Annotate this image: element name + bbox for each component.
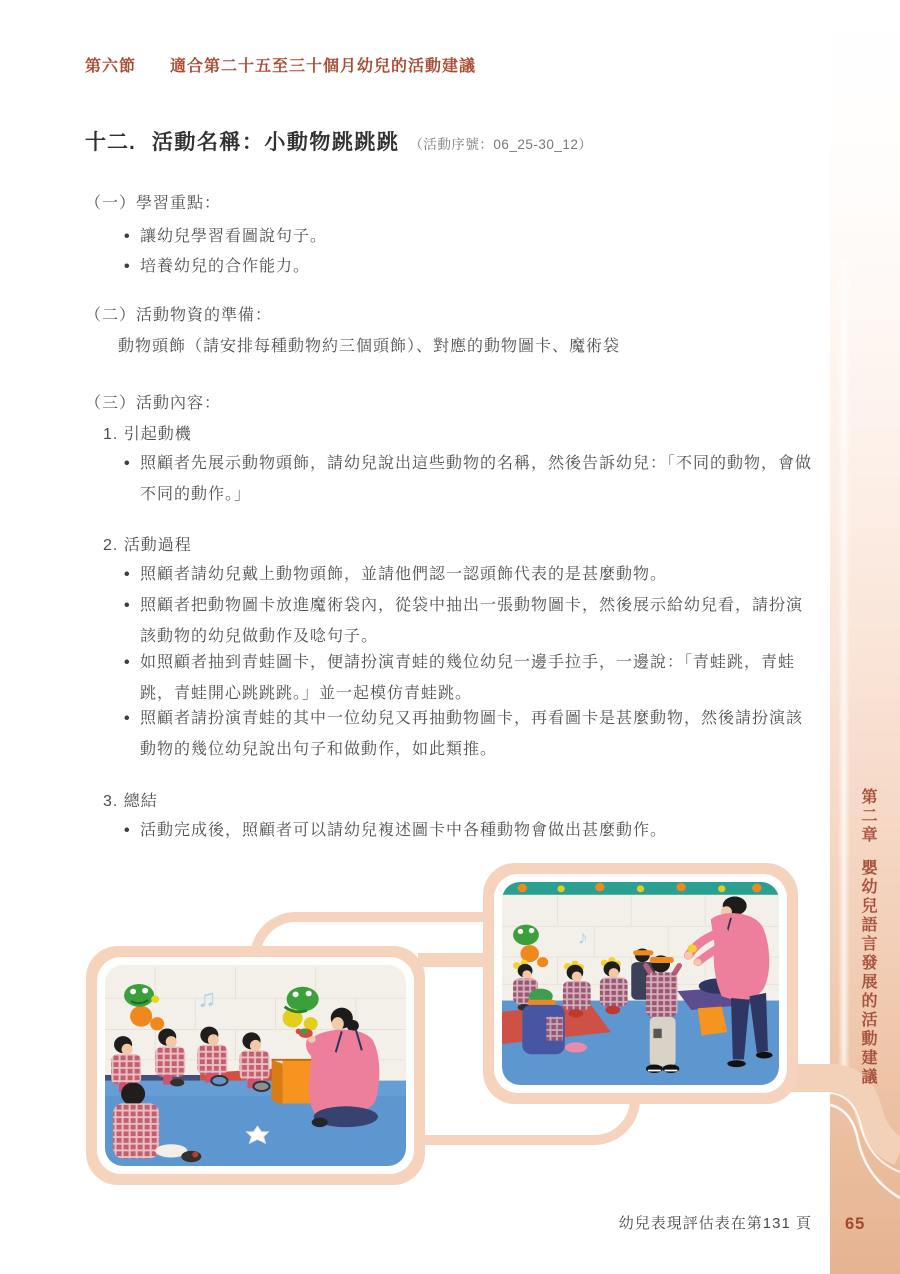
section-content-heading: （三）活動內容： (85, 395, 222, 412)
activity-number: 十二. (85, 131, 136, 154)
subsection-title: 總結 (123, 793, 158, 810)
bullet-text: 培養幼兒的合作能力。 (140, 258, 311, 275)
subsection-heading (103, 421, 192, 444)
bullet-text: 照顧者請扮演青蛙的其中一位幼兒又再抽動物圖卡，再看圖卡是甚麼動物，然後請扮演該動物的幾位幼兒說出句子和做動作，如此類推。 (140, 710, 804, 758)
section-learning-heading: （一）學習重點： (85, 195, 222, 212)
subsection-title: 引起動機 (123, 426, 192, 443)
bullet-text: 活動完成後，照顧者可以請幼兒複述圖卡中各種動物會做出甚麼動作。 (140, 822, 668, 839)
list-item (124, 815, 818, 846)
list-item (124, 448, 818, 510)
bullet-icon: • (124, 710, 131, 727)
subsection-number: 1. (103, 426, 119, 443)
subsection-number: 3. (103, 793, 119, 810)
list-item (124, 647, 818, 709)
list-item (124, 559, 818, 590)
subsection-number: 2. (103, 537, 119, 554)
list-item (124, 590, 818, 652)
bullet-icon: • (124, 566, 131, 583)
bullet-text: 照顧者先展示動物頭飾，請幼兒說出這些動物的名稱，然後告訴幼兒：「不同的動物，會做不同的動作。」 (140, 455, 813, 503)
page-header (85, 53, 476, 76)
materials-text: 動物頭飾（請安排每種動物約三個頭飾）、對應的動物圖卡、魔術袋 (118, 338, 621, 355)
list-item (124, 251, 818, 282)
activity-name: 活動名稱：小動物跳跳跳 (151, 131, 400, 154)
activity-title (85, 126, 592, 156)
chapter-label (856, 788, 879, 1087)
wall-banner (502, 882, 779, 895)
section-number: 第六節 (85, 58, 137, 75)
photo-frame (97, 957, 414, 1174)
bullet-icon: • (124, 822, 131, 839)
chapter-title: 嬰幼兒語言發展的活動建議 (859, 859, 876, 1087)
bullet-text: 照顧者把動物圖卡放進魔術袋內，從袋中抽出一張動物圖卡，然後展示給幼兒看，請扮演該動物的幼兒做動作及唸句子。 (140, 597, 804, 645)
footer-note: 幼兒表現評估表在第131 頁 (618, 1215, 812, 1232)
list-item (124, 221, 818, 252)
subsection-heading (103, 788, 158, 811)
music-note-icon: ♪ (577, 927, 588, 949)
subsection-heading (103, 532, 192, 555)
section-title: 適合第二十五至三十個月幼兒的活動建議 (170, 58, 477, 75)
bullet-text: 照顧者請幼兒戴上動物頭飾，並請他們認一認頭飾代表的是甚麼動物。 (140, 566, 668, 583)
bullet-icon: • (124, 455, 131, 472)
left-photo (105, 965, 406, 1166)
bullet-text: 讓幼兒學習看圖說句子。 (140, 228, 328, 245)
chapter-sidebar (830, 0, 900, 1274)
bullet-icon: • (124, 597, 131, 614)
activity-serial: （活動序號：06_25-30_12） (409, 137, 593, 152)
bullet-text: 如照顧者抽到青蛙圖卡，便請扮演青蛙的幾位幼兒一邊手拉手，一邊說：「青蛙跳，青蛙跳，青蛙開心跳跳跳。」並一起模仿青蛙跳。 (140, 654, 796, 702)
chapter-number: 第二章 (859, 788, 876, 845)
section-materials-heading: （二）活動物資的準備： (85, 307, 273, 324)
photo-card-left (86, 946, 425, 1185)
music-note-icon: ♫ (197, 985, 217, 1013)
subsection-title: 活動過程 (123, 537, 192, 554)
orange-box (272, 1060, 313, 1106)
bullet-icon: • (124, 258, 131, 275)
photo-card-right (483, 863, 798, 1104)
right-photo (502, 882, 779, 1085)
page-number: 65 (845, 1215, 866, 1233)
list-item (124, 703, 818, 765)
bullet-icon: • (124, 228, 131, 245)
sidebar-highlight-stripe (838, 260, 850, 1070)
photo-frame (494, 874, 787, 1093)
decorative-connector (418, 953, 492, 967)
bullet-icon: • (124, 654, 131, 671)
